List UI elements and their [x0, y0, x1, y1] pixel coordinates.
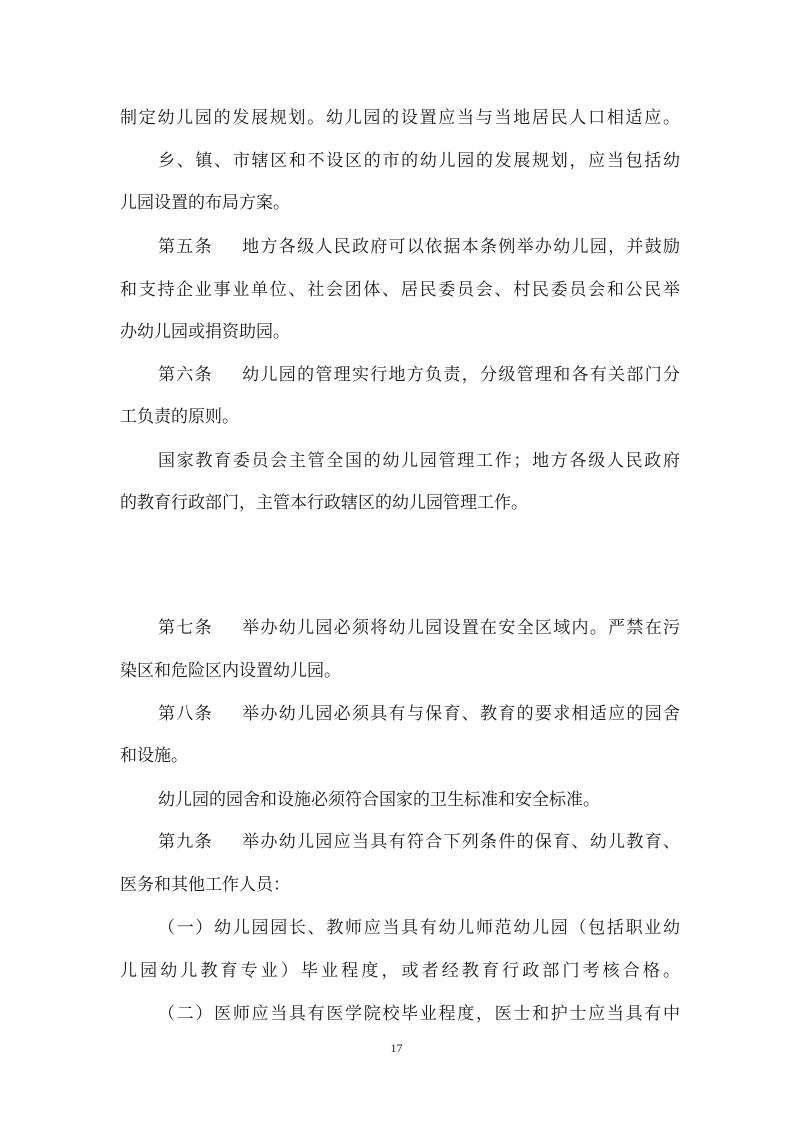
paragraph-line: 染区和危险区内设置幼儿园。 — [120, 661, 341, 681]
article-number: 第五条 — [158, 237, 213, 257]
paragraph-line: 国家教育委员会主管全国的幼儿园管理工作；地方各级人民政府 — [158, 451, 680, 471]
chapter-heading — [0, 565, 793, 593]
list-item-line: （二）医师应当具有医学院校毕业程度，医士和护士应当具有中 — [158, 1004, 680, 1024]
article-number: 第八条 — [158, 704, 213, 724]
article-7-line — [158, 616, 680, 640]
paragraph-line: 工负责的原则。 — [120, 407, 239, 427]
paragraph-line: 幼儿园的园舍和设施必须符合国家的卫生标准和安全标准。 — [158, 790, 600, 810]
paragraph-line: 乡、镇、市辖区和不设区的市的幼儿园的发展规划，应当包括幼 — [158, 151, 680, 171]
paragraph-line: 办幼儿园或捐资助园。 — [120, 322, 290, 342]
paragraph-line: 制定幼儿园的发展规划。幼儿园的设置应当与当地居民人口相适应。 — [120, 108, 680, 128]
article-9-line — [158, 830, 680, 854]
article-8-line — [158, 702, 680, 726]
list-item-line: 儿园幼儿教育专业）毕业程度，或者经教育行政部门考核合格。 — [120, 961, 680, 981]
article-number: 第六条 — [158, 365, 213, 385]
article-text: 幼儿园的管理实行地方负责，分级管理和各有关部门分 — [240, 365, 681, 385]
paragraph-line: 和支持企业事业单位、社会团体、居民委员会、村民委员会和公民举 — [120, 280, 680, 300]
page-number: 17 — [390, 1041, 403, 1055]
article-text: 地方各级人民政府可以依据本条例举办幼儿园，并鼓励 — [240, 237, 681, 257]
list-item-line: （一）幼儿园园长、教师应当具有幼儿师范幼儿园（包括职业幼 — [158, 918, 680, 938]
article-5-line — [158, 235, 680, 259]
article-number: 第九条 — [158, 832, 213, 852]
article-text: 举办幼儿园必须将幼儿园设置在安全区域内。严禁在污 — [240, 618, 681, 638]
article-text: 举办幼儿园应当具有符合下列条件的保育、幼儿教育、 — [240, 832, 681, 852]
article-6-line — [158, 363, 680, 387]
article-number: 第七条 — [158, 618, 213, 638]
paragraph-line: 儿园设置的布局方案。 — [120, 193, 290, 213]
paragraph-line: 和设施。 — [120, 746, 188, 766]
paragraph-line: 的教育行政部门，主管本行政辖区的幼儿园管理工作。 — [120, 493, 528, 513]
article-text: 举办幼儿园必须具有与保育、教育的要求相适应的园舍 — [240, 704, 681, 724]
paragraph-line: 医务和其他工作人员： — [120, 875, 290, 895]
